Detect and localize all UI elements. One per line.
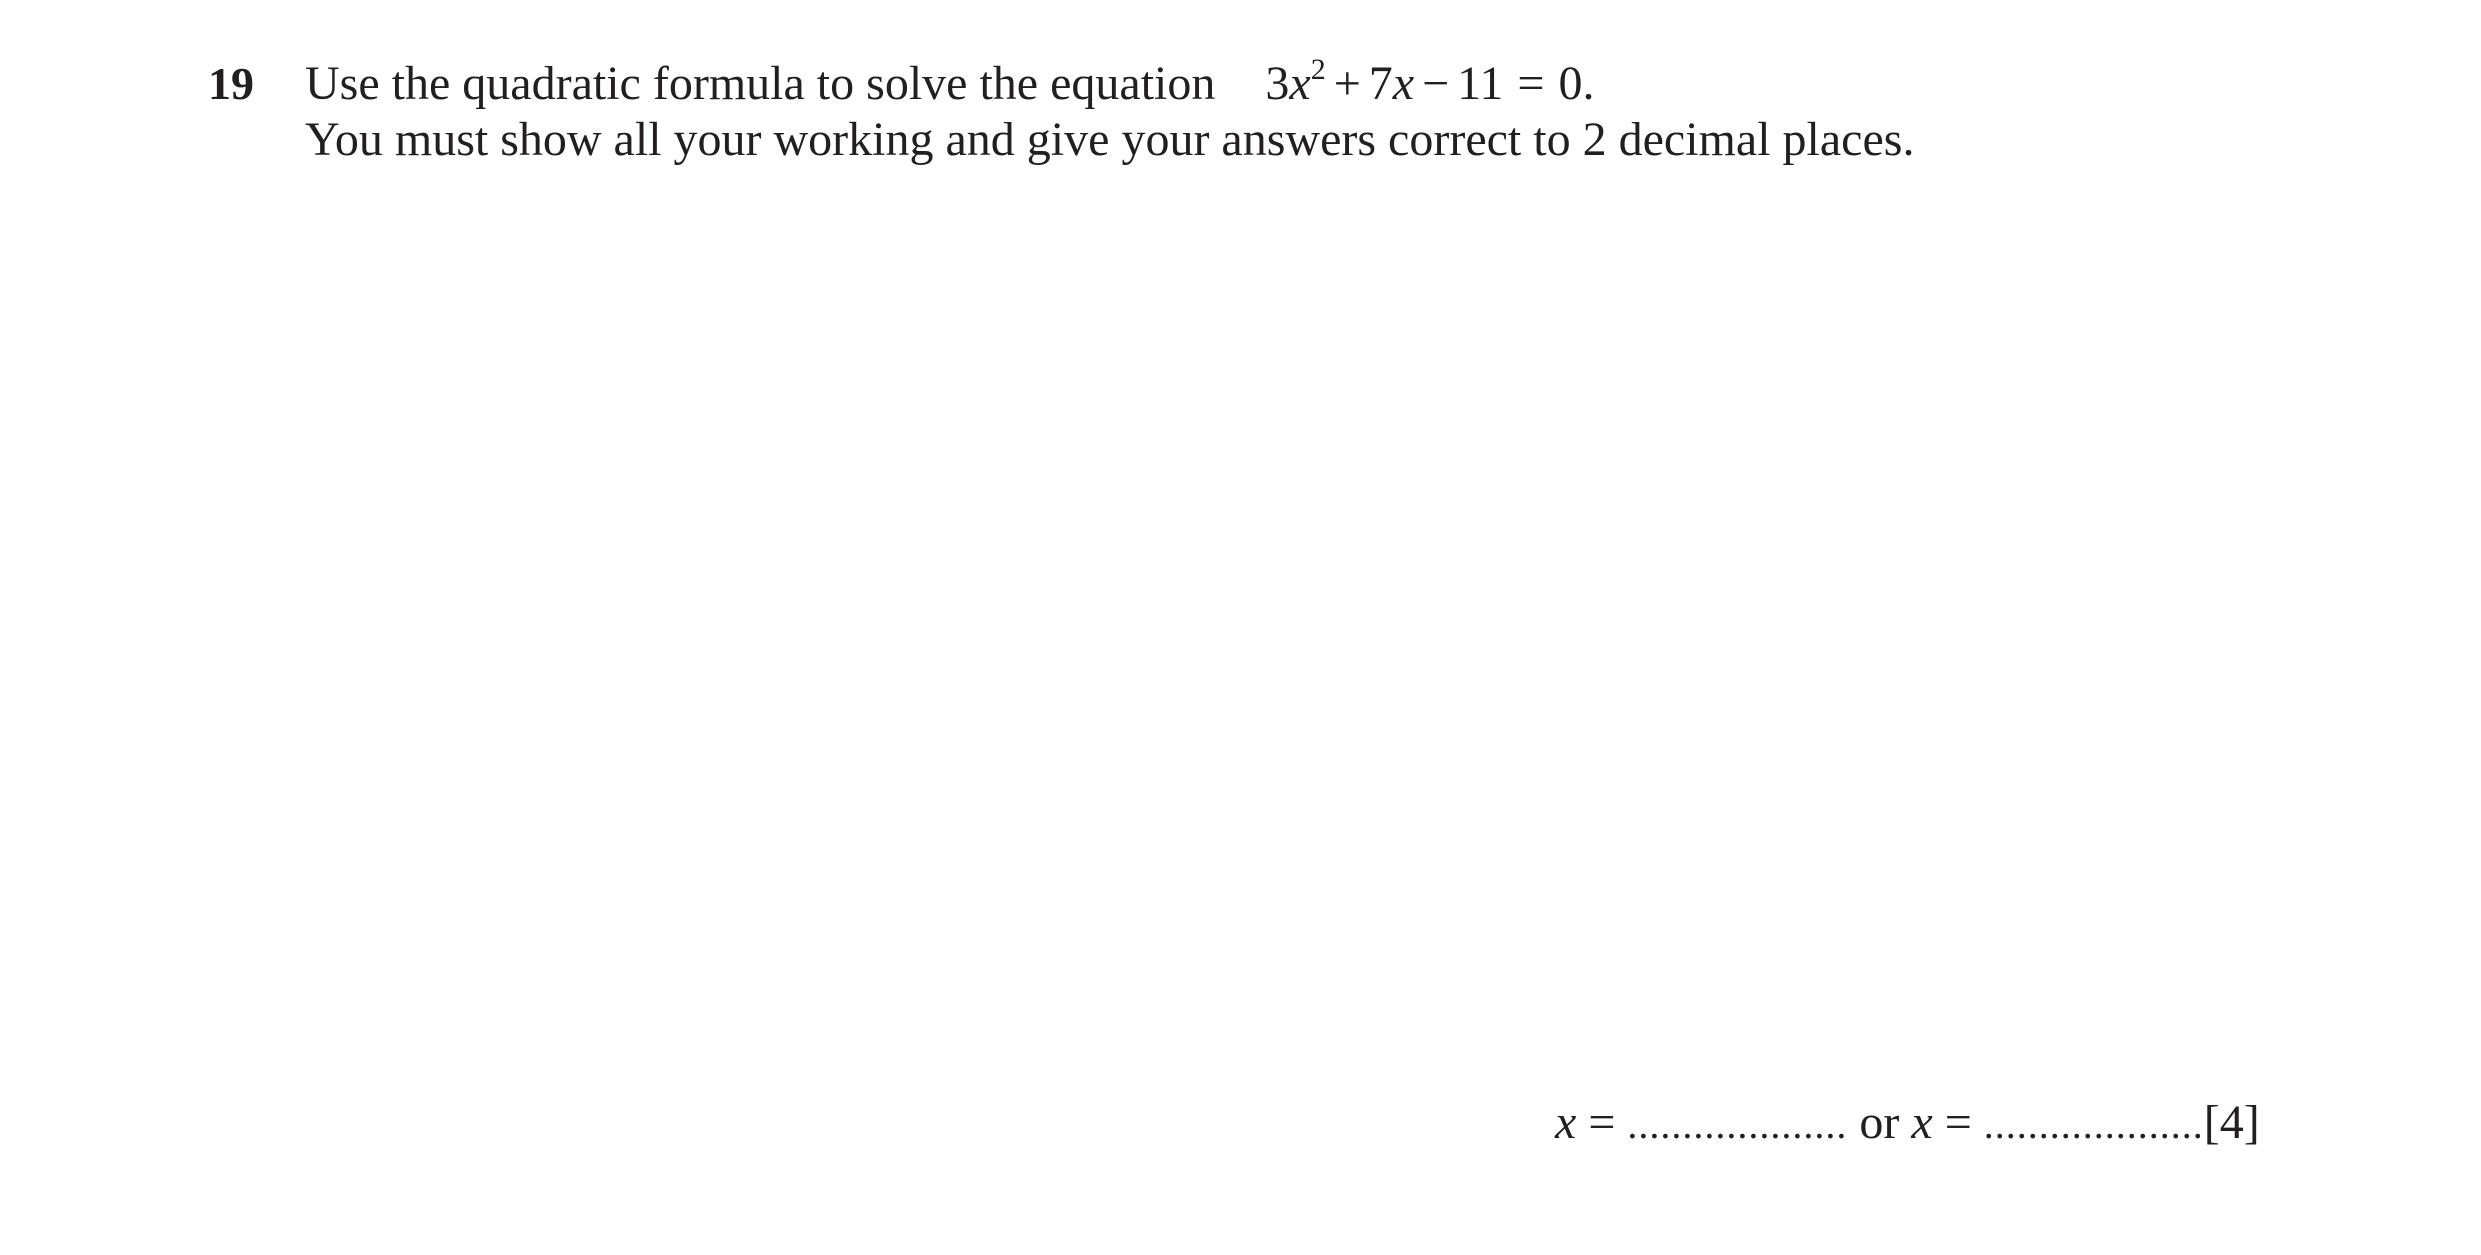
answer-equals-2: = — [1944, 1096, 1972, 1149]
quadratic-equation: $3x^2 + 7x - 11 = 0$. — [1265, 53, 1595, 110]
answer-var-2: x — [1911, 1096, 1933, 1149]
marks-label: [4] — [2203, 1096, 2260, 1149]
answer-blank-1[interactable]: .................... — [1627, 1102, 1848, 1147]
answer-var-1: x — [1555, 1096, 1577, 1149]
answer-line — [1555, 1095, 2260, 1153]
question-number: 19 — [208, 58, 254, 109]
answer-blank-2[interactable]: .................... — [1983, 1102, 2204, 1147]
answer-equals-1: = — [1588, 1096, 1616, 1149]
question-line-2: You must show all your working and give your answers correct to 2 decimal places. — [305, 113, 1915, 166]
question-instruction: Use the quadratic formula to solve the equation — [305, 57, 1216, 110]
question-line-1 — [305, 53, 1595, 118]
answer-or: or — [1859, 1096, 1900, 1149]
